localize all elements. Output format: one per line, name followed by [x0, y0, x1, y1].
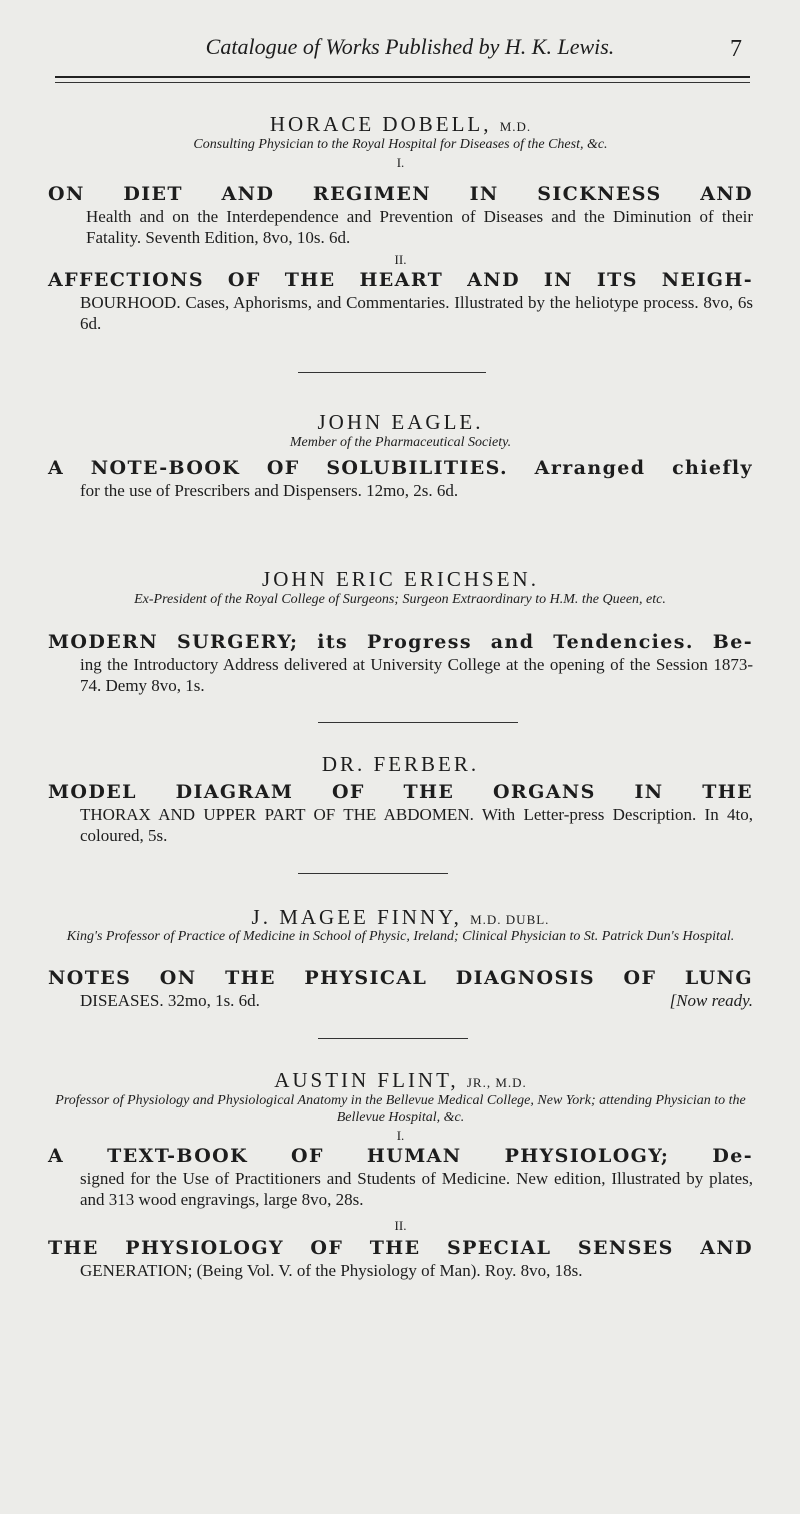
availability-note: [Now ready. [669, 991, 753, 1010]
work-entry-lung-diagnosis [48, 966, 753, 1011]
section-divider [298, 372, 486, 373]
author-degree: JR., M.D. [466, 1075, 527, 1090]
work-entry-special-senses [48, 1236, 753, 1281]
author-name: HORACE DOBELL, [269, 112, 492, 136]
section-divider [318, 722, 518, 723]
work-details-wrap [48, 990, 753, 1011]
work-numeral: II. [394, 252, 407, 267]
author-flint [48, 1068, 753, 1093]
work-title: THE PHYSIOLOGY OF THE SPECIAL SENSES AND [48, 1237, 753, 1259]
work-entry-modern-surgery [48, 630, 753, 696]
work-details: THORAX AND UPPER PART OF THE ABDOMEN. With Letter-press Description. In 4to, coloured, 5s. [80, 805, 753, 845]
author-degree: M.D. DUBL. [470, 912, 550, 927]
author-description: King's Professor of Practice of Medicine in School of Physic, Ireland; Clinical Physician to St. Patrick Dun's Hospital. [66, 929, 735, 944]
work-details: GENERATION; (Being Vol. V. of the Physiology of Man). Roy. 8vo, 18s. [80, 1261, 583, 1280]
author-ferber [48, 752, 753, 777]
work-details: signed for the Use of Practitioners and Students of Medicine. New edition, Illustrated by plates, and 313 wood engravings, large 8vo, 28s. [80, 1169, 753, 1209]
author-name: J. MAGEE FINNY, [251, 905, 462, 929]
work-entry-heart [48, 268, 753, 334]
section-divider [298, 873, 448, 874]
work-details: for the use of Prescribers and Dispensers. 12mo, 2s. 6d. [80, 481, 459, 500]
author-description: Professor of Physiology and Physiological Anatomy in the Bellevue Medical College, New York; attending Physician to the Bellevue Hospital, &c. [55, 1093, 746, 1125]
work-title: AFFECTIONS OF THE HEART AND IN ITS NEIGH- [48, 269, 753, 291]
author-eagle [48, 410, 753, 435]
author-description: Member of the Pharmaceutical Society. [289, 435, 512, 450]
work-title: A TEXT-BOOK OF HUMAN PHYSIOLOGY; De- [48, 1145, 753, 1167]
work-numeral: II. [394, 1218, 407, 1233]
work-entry-solubilities [48, 456, 753, 501]
work-title: MODEL DIAGRAM OF THE ORGANS IN THE [48, 781, 753, 803]
page-header-title: Catalogue of Works Published by H. K. Lewis. [205, 34, 615, 59]
header-rule-top [55, 76, 750, 78]
author-name: AUSTIN FLINT, [274, 1068, 459, 1092]
work-numeral: I. [396, 155, 405, 170]
work-entry-human-physiology [48, 1144, 753, 1210]
work-details: Health and on the Interdependence and Prevention of Diseases and the Diminution of their Fatality. Seventh Edition, 8vo, 10s. 6d. [86, 207, 753, 247]
work-title: ON DIET AND REGIMEN IN SICKNESS AND [48, 183, 753, 205]
header-rule-bottom [55, 82, 750, 83]
work-numeral: I. [396, 1128, 405, 1143]
author-name: JOHN EAGLE. [317, 410, 484, 434]
author-name: DR. FERBER. [321, 752, 480, 776]
author-description: Consulting Physician to the Royal Hospital for Diseases of the Chest, &c. [193, 137, 608, 152]
work-entry-model-diagram [48, 780, 753, 846]
author-finny [48, 905, 753, 930]
author-degree: M.D. [499, 119, 532, 134]
author-erichsen [48, 567, 753, 592]
work-details: BOURHOOD. Cases, Aphorisms, and Commentaries. Illustrated by the heliotype process. 8vo, 6s 6d. [80, 293, 753, 333]
work-details: ing the Introductory Address delivered at University College at the opening of the Session 1873-74. Demy 8vo, 1s. [80, 655, 753, 695]
section-divider [318, 1038, 468, 1039]
work-title: MODERN SURGERY; its Progress and Tendencies. Be- [48, 631, 753, 653]
work-title: NOTES ON THE PHYSICAL DIAGNOSIS OF LUNG [48, 967, 753, 989]
work-title: A NOTE-BOOK OF SOLUBILITIES. Arranged chiefly [48, 457, 753, 479]
page-number: 7 [730, 36, 742, 62]
work-entry-diet [48, 182, 753, 248]
author-dobell [48, 112, 753, 137]
author-name: JOHN ERIC ERICHSEN. [262, 567, 539, 591]
work-details: DISEASES. 32mo, 1s. 6d. [80, 991, 260, 1010]
author-description: Ex-President of the Royal College of Surgeons; Surgeon Extraordinary to H.M. the Queen, etc. [134, 592, 666, 607]
